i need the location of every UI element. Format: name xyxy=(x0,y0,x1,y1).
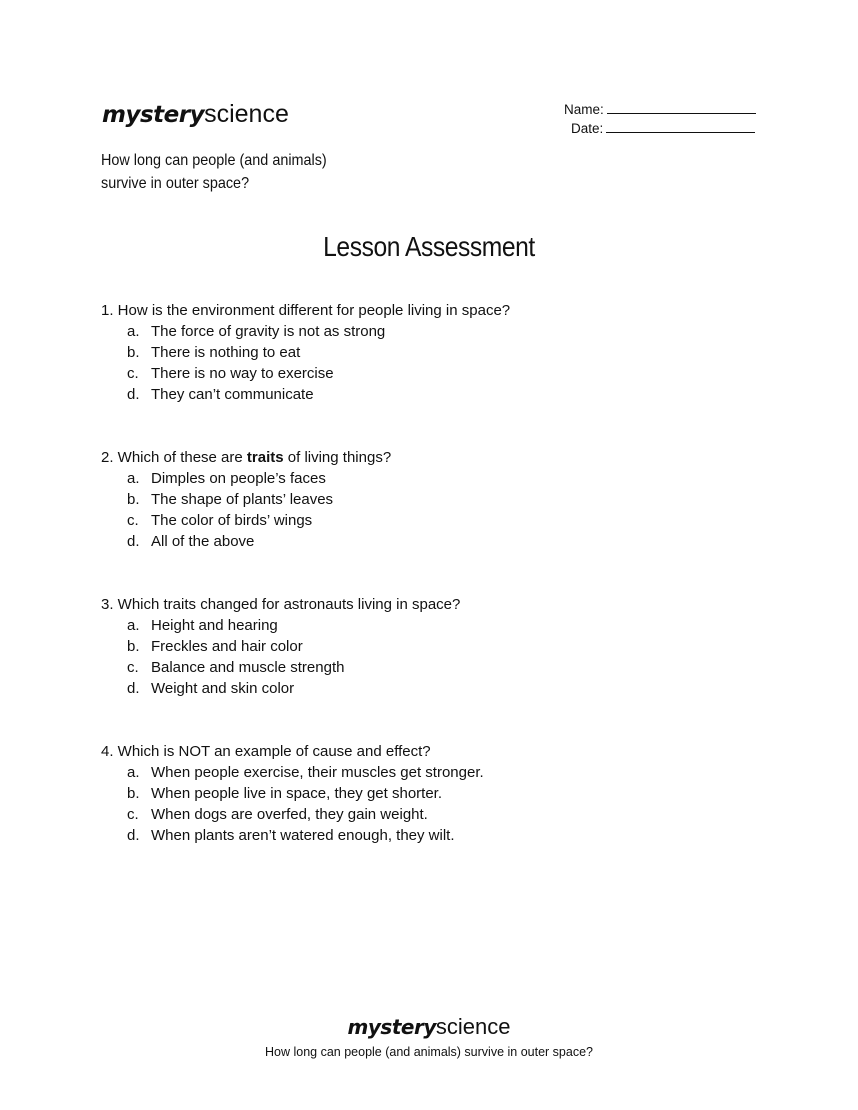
answer-option-c[interactable] xyxy=(101,657,460,678)
option-letter: d. xyxy=(127,827,140,844)
option-text: Weight and skin color xyxy=(151,680,295,697)
question-text-part: 3. Which traits changed for astronauts living in space? xyxy=(101,596,461,613)
page-title: Lesson Assessment xyxy=(323,231,535,262)
option-letter: a. xyxy=(127,617,140,634)
answer-option-a[interactable] xyxy=(101,762,484,783)
option-letter: a. xyxy=(127,764,140,781)
answer-option-b[interactable] xyxy=(101,342,510,363)
date-field[interactable] xyxy=(571,120,755,138)
question-text xyxy=(101,300,510,321)
date-label: Date: xyxy=(571,121,604,136)
name-label: Name: xyxy=(564,102,604,117)
option-letter: d. xyxy=(127,533,140,550)
answer-option-a[interactable] xyxy=(101,615,460,636)
option-letter: b. xyxy=(127,785,140,802)
logo-word-mystery: mystery xyxy=(102,102,205,128)
question-text-part: 2. Which of these are xyxy=(101,449,247,466)
date-blank-line[interactable] xyxy=(606,121,755,133)
option-text: When people live in space, they get shorter. xyxy=(151,785,443,802)
option-letter: c. xyxy=(127,659,139,676)
option-text: There is nothing to eat xyxy=(151,344,301,361)
answer-option-d[interactable] xyxy=(101,384,510,405)
question-3 xyxy=(101,594,460,699)
answer-option-c[interactable] xyxy=(101,363,510,384)
question-4 xyxy=(101,741,484,846)
option-text: Dimples on people’s faces xyxy=(151,470,326,487)
option-letter: c. xyxy=(127,806,139,823)
option-letter: b. xyxy=(127,344,140,361)
option-text: Height and hearing xyxy=(151,617,278,634)
lesson-subtitle: How long can people (and animals) survive in outer space? xyxy=(101,152,327,192)
footer-caption: How long can people (and animals) survive in outer space? xyxy=(265,1045,593,1059)
question-text xyxy=(101,594,460,615)
header-logo xyxy=(102,100,289,129)
question-text xyxy=(101,741,431,762)
option-text: The shape of plants’ leaves xyxy=(151,491,334,508)
option-text: When plants aren’t watered enough, they wilt. xyxy=(151,827,455,844)
question-text-part: 4. Which is NOT an example of cause and effect? xyxy=(101,743,431,760)
answer-option-b[interactable] xyxy=(101,636,460,657)
question-text-part: of living things? xyxy=(283,449,392,466)
option-letter: c. xyxy=(127,365,139,382)
logo-word-science: science xyxy=(204,100,289,128)
option-text: When people exercise, their muscles get stronger. xyxy=(151,764,484,781)
option-letter: b. xyxy=(127,491,140,508)
name-blank-line[interactable] xyxy=(607,102,756,114)
question-text xyxy=(101,447,391,468)
question-text-bold: traits xyxy=(246,449,284,466)
option-letter: d. xyxy=(127,386,140,403)
option-letter: b. xyxy=(127,638,140,655)
option-text: There is no way to exercise xyxy=(151,365,334,382)
answer-option-d[interactable] xyxy=(101,531,391,552)
logo-word-mystery: mystery xyxy=(347,1015,436,1039)
option-text: They can’t communicate xyxy=(151,386,314,403)
answer-option-b[interactable] xyxy=(101,489,391,510)
name-field[interactable] xyxy=(564,101,756,119)
answer-option-d[interactable] xyxy=(101,678,460,699)
answer-option-a[interactable] xyxy=(101,321,510,342)
logo-word-science: science xyxy=(435,1014,511,1039)
question-text-part: 1. How is the environment different for people living in space? xyxy=(101,302,511,319)
option-text: Balance and muscle strength xyxy=(151,659,345,676)
option-text: All of the above xyxy=(151,533,255,550)
answer-option-c[interactable] xyxy=(101,510,391,531)
question-1 xyxy=(101,300,510,405)
answer-option-a[interactable] xyxy=(101,468,391,489)
option-letter: c. xyxy=(127,512,139,529)
question-2 xyxy=(101,447,391,552)
option-text: Freckles and hair color xyxy=(151,638,303,655)
answer-option-d[interactable] xyxy=(101,825,455,846)
option-text: The force of gravity is not as strong xyxy=(151,323,386,340)
footer-logo xyxy=(0,1014,858,1040)
option-letter: a. xyxy=(127,323,140,340)
option-letter: a. xyxy=(127,470,140,487)
option-letter: d. xyxy=(127,680,140,697)
option-text: The color of birds’ wings xyxy=(151,512,313,529)
option-text: When dogs are overfed, they gain weight. xyxy=(151,806,428,823)
answer-option-c[interactable] xyxy=(101,804,431,825)
answer-option-b[interactable] xyxy=(101,783,443,804)
